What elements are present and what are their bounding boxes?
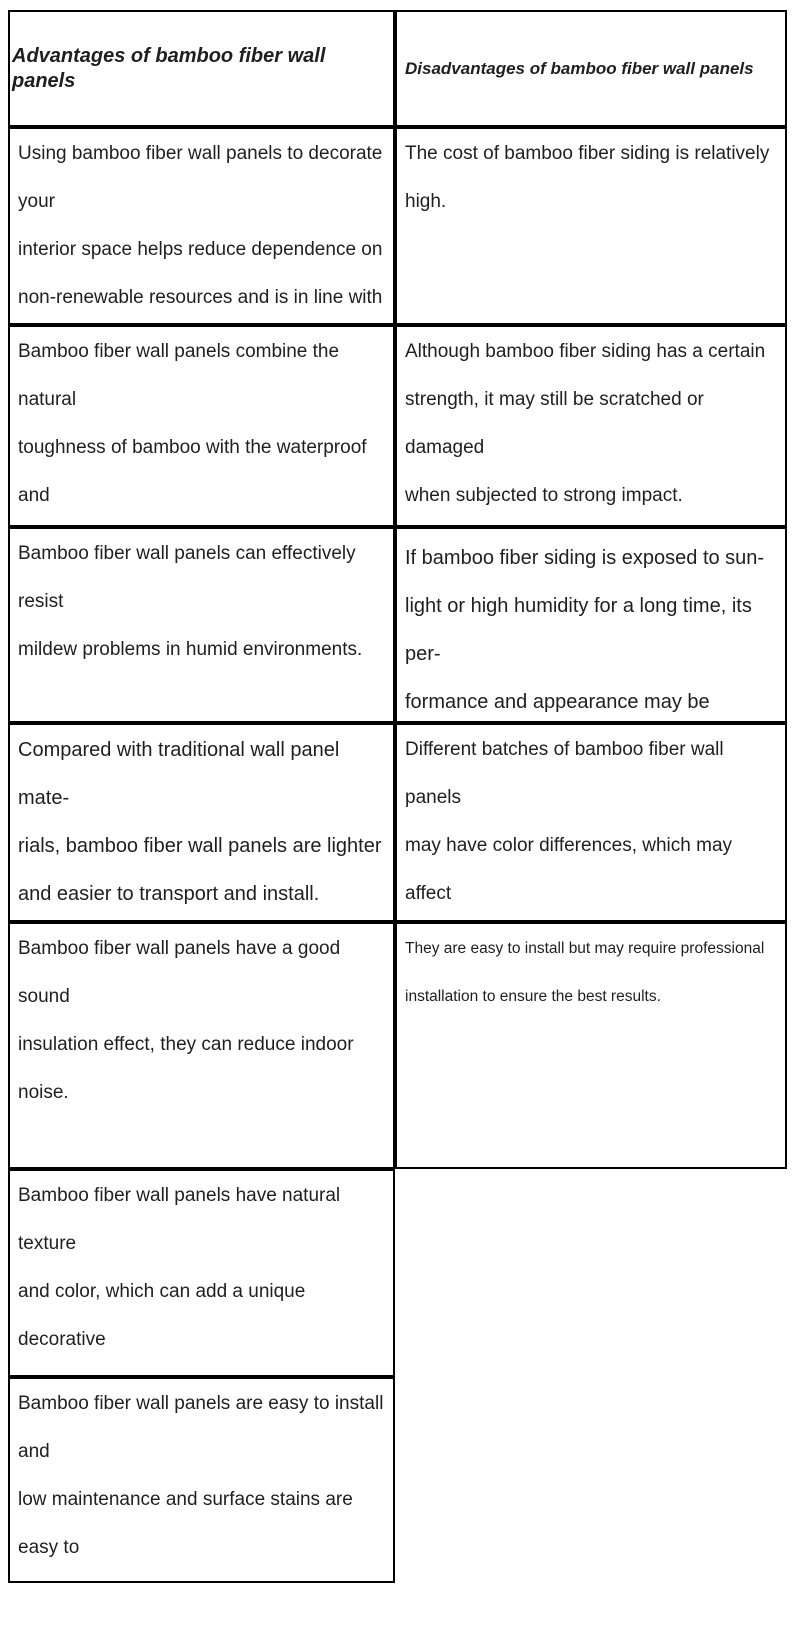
advantage-cell [8, 1169, 395, 1377]
advantage-cell [8, 1377, 395, 1583]
advantage-text: Bamboo fiber wall panels are easy to install and low maintenance and surface stains are easy to [18, 1393, 384, 1558]
table-row [8, 527, 787, 723]
comparison-table [8, 10, 787, 1583]
disadvantage-text: Different batches of bamboo fiber wall panels may have color differences, which may affect [405, 739, 733, 904]
disadvantage-text: If bamboo fiber siding is exposed to sun- light or high humidity for a long time, its per- formance and appearance may be [405, 547, 765, 713]
table-row [8, 922, 787, 1169]
advantage-cell [8, 922, 395, 1169]
advantage-text: Bamboo fiber wall panels combine the natural toughness of bamboo with the waterproof and [18, 341, 367, 506]
advantage-text: Compared with traditional wall panel mate- rials, bamboo fiber wall panels are lighter and easier to transport and install. [18, 739, 382, 905]
disadvantage-cell [395, 723, 787, 922]
disadvantages-header-cell [395, 10, 787, 127]
disadvantage-cell [395, 527, 787, 723]
table-row [8, 127, 787, 325]
table-row [8, 723, 787, 922]
header-row [8, 10, 787, 127]
disadvantages-header-label: Disadvantages of bamboo fiber wall panels [405, 58, 754, 78]
table-row [8, 325, 787, 527]
advantage-cell [8, 527, 395, 723]
advantages-header-cell [8, 10, 395, 127]
advantage-cell [8, 127, 395, 325]
disadvantage-cell [395, 127, 787, 325]
advantage-text: Using bamboo fiber wall panels to decorate your interior space helps reduce dependence on non-renewable resources and is in line with [18, 143, 383, 308]
disadvantage-text: They are easy to install but may require professional installation to ensure the best results. [405, 940, 765, 1005]
advantage-text: Bamboo fiber wall panels have natural texture and color, which can add a unique decorative [18, 1185, 341, 1350]
disadvantage-text: The cost of bamboo fiber siding is relatively high. [405, 143, 770, 212]
advantage-cell [8, 325, 395, 527]
disadvantage-text: Although bamboo fiber siding has a certain strength, it may still be scratched or damaged when subjected to strong impact. [405, 341, 766, 506]
advantage-text: Bamboo fiber wall panels can effectively resist mildew problems in humid environments. [18, 543, 363, 660]
table-row [8, 1377, 787, 1583]
table-row [8, 1169, 787, 1377]
advantage-text: Bamboo fiber wall panels have a good sound insulation effect, they can reduce indoor noise. [18, 938, 354, 1103]
disadvantage-cell [395, 922, 787, 1169]
disadvantage-cell [395, 325, 787, 527]
advantages-header-label: Advantages of bamboo fiber wall panels [12, 44, 326, 92]
advantage-cell [8, 723, 395, 922]
